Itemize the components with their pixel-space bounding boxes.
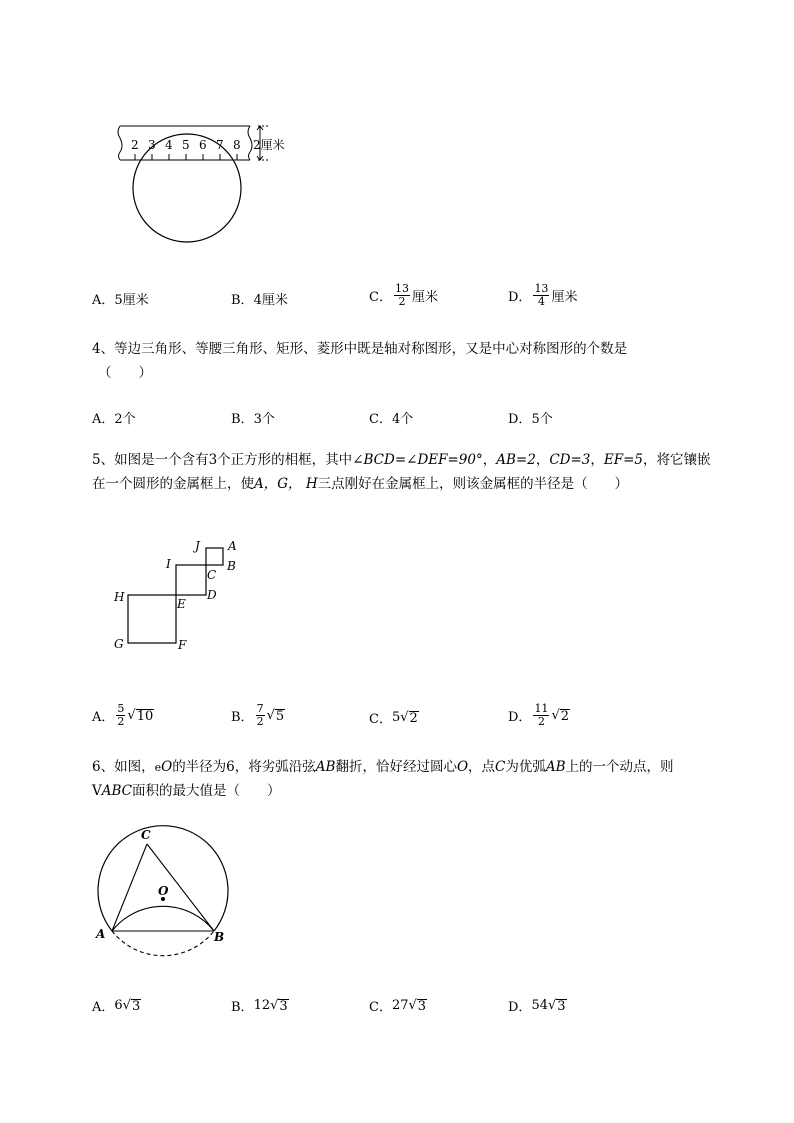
svg-text:A: A	[96, 927, 106, 941]
option-c[interactable]: C． 5 √ 2	[369, 710, 418, 727]
svg-text:D: D	[207, 588, 217, 602]
question-5-line-2: 在一个圆形的金属框上，使A，G， H三点刚好在金属框上，则该金属框的半径是（ ）	[92, 476, 629, 492]
ruler-circle-figure	[110, 118, 290, 268]
option-b[interactable]: B． $\frac{7}{2}$ √ 5	[231, 702, 285, 728]
svg-text:J: J	[195, 539, 200, 553]
option-a[interactable]: A． 6 √ 3	[92, 998, 141, 1015]
ruler-tick-label: 4	[165, 138, 173, 152]
option-a[interactable]: A． 2个	[92, 412, 136, 427]
ruler-tick-label: 6	[199, 138, 207, 152]
option-a[interactable]: A． $\frac{5}{2}$ √ 10	[92, 702, 154, 728]
ruler-tick-label: 3	[148, 138, 156, 152]
option-b[interactable]: B． 4厘米	[231, 293, 288, 308]
folded-arc-circle-figure	[90, 822, 240, 994]
option-d[interactable]: D． 5个	[508, 412, 553, 427]
answer-paren: （ ）	[98, 365, 152, 381]
ruler-tick-label: 2	[131, 138, 139, 152]
option-d[interactable]: D． 54 √ 3	[508, 998, 566, 1015]
option-d[interactable]: D． $\frac{11}{2}$ √ 2	[508, 702, 570, 728]
option-a[interactable]: A． 5厘米	[92, 293, 149, 308]
svg-text:C: C	[207, 568, 217, 582]
fraction: $\frac{13}{4}$	[534, 282, 549, 308]
svg-text:E: E	[177, 597, 186, 611]
option-b[interactable]: B． 3个	[231, 412, 275, 427]
svg-text:A: A	[228, 539, 237, 553]
question-6-line-2: VABC面积的最大值是（ ）	[92, 783, 281, 799]
ruler-tick-label: 5	[182, 138, 190, 152]
option-d[interactable]: D． $\frac{13}{4}$ 厘米	[508, 282, 578, 308]
svg-text:G: G	[114, 637, 124, 651]
svg-text:I: I	[166, 557, 171, 571]
question-4-text: 4、等边三角形、等腰三角形、矩形、菱形中既是轴对称图形，又是中心对称图形的个数是	[92, 341, 628, 357]
svg-text:H: H	[114, 590, 125, 604]
svg-text:F: F	[178, 638, 187, 652]
svg-text:O: O	[158, 884, 169, 898]
side-length-label: 2厘米	[253, 138, 285, 152]
option-c[interactable]: C． 4个	[369, 412, 414, 427]
three-squares-figure	[108, 535, 258, 660]
fraction: $\frac{13}{2}$	[394, 282, 409, 308]
svg-text:B: B	[214, 930, 225, 944]
question-5-line-1: 5、如图是一个含有3个正方形的相框，其中∠BCD=∠DEF=90°，AB=2，CD=3，EF=5，将它镶嵌	[92, 452, 711, 468]
option-c[interactable]: C． 27 √ 3	[369, 998, 427, 1015]
option-c[interactable]: C． $\frac{13}{2}$ 厘米	[369, 282, 438, 308]
question-6-line-1: 6、如图，eO的半径为6，将劣弧沿弦AB翻折，恰好经过圆心O，点C为优弧AB上的一个动点，则	[92, 759, 674, 775]
ruler-tick-label: 8	[233, 138, 241, 152]
svg-text:C: C	[141, 828, 151, 842]
ruler-tick-label: 7	[216, 138, 224, 152]
option-b[interactable]: B． 12 √ 3	[231, 998, 288, 1015]
svg-text:B: B	[227, 559, 236, 573]
